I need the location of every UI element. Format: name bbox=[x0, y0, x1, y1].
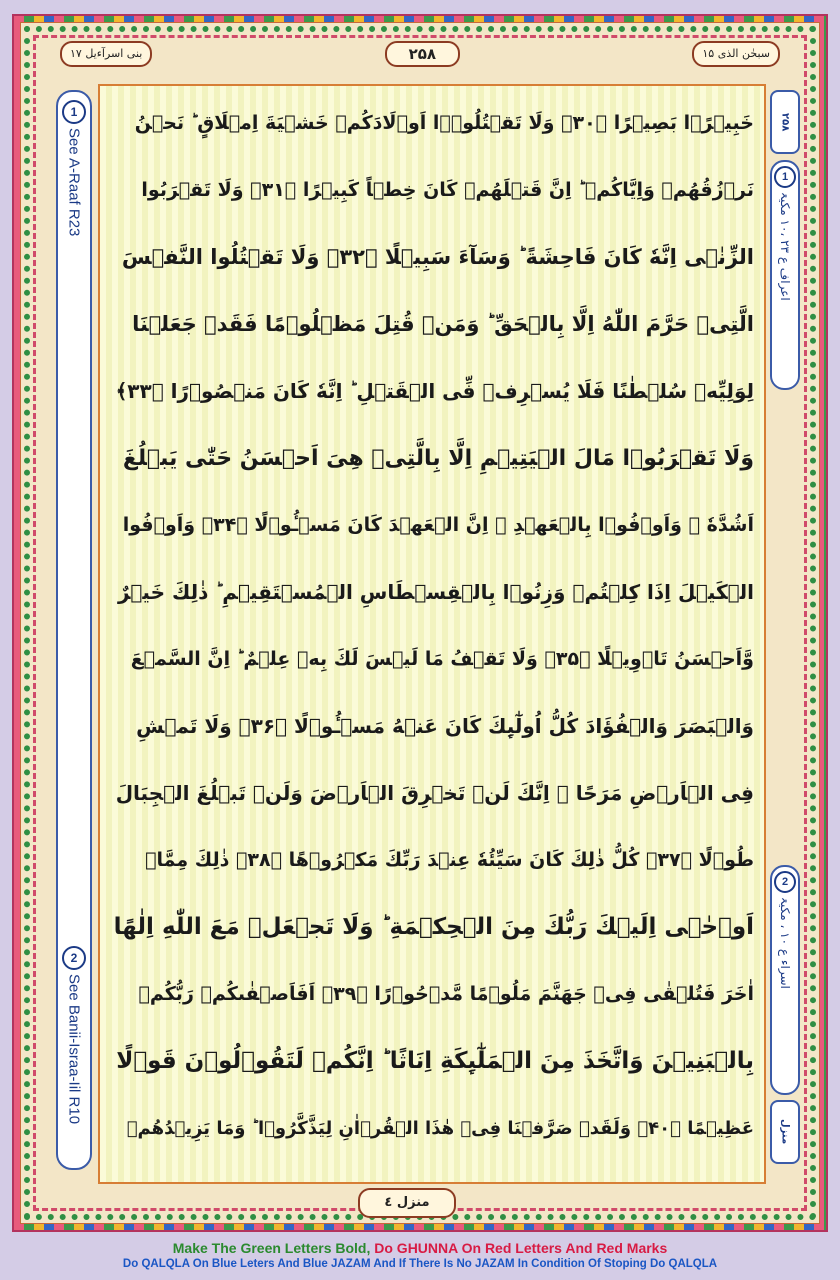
verse-line: الزِّنٰۤی اِنَّهٗ كَانَ فَاحِشَةً ؕ وَسَآءَ سَبِیۡلًا ﴿۳۲﴾ وَلَا تَقۡتُلُوا النَّفۡسَ bbox=[121, 245, 754, 269]
instruction-green-part: Make The Green Letters Bold, bbox=[172, 1240, 375, 1256]
verse-line: نَرۡزُقُهُمۡ وَاِیَّاكُمۡ ؕ اِنَّ قَتۡلَهُمۡ كَانَ خِطۡاً كَبِیۡرًا ﴿۳۱﴾ وَلَا تَقۡرَبُوا bbox=[141, 179, 754, 201]
left-note-2 bbox=[58, 946, 90, 1124]
tajweed-instruction-2: Do QALQLA On Blue Leters And Blue JAZAM And If There Is No JAZAM In Condition Of Stoping Do QALQLA bbox=[122, 1258, 718, 1270]
page-number: ۲۵۸ bbox=[385, 41, 460, 67]
right-bottom-marker: منزل bbox=[770, 1100, 800, 1164]
verse-line: فِی الۡاَرۡضِ مَرَحًا ۚ اِنَّكَ لَنۡ تَخۡرِقَ الۡاَرۡضَ وَلَنۡ تَبۡلُغَ الۡجِبَالَ bbox=[115, 781, 754, 805]
verse-text-panel bbox=[98, 84, 766, 1184]
left-note-2-text: See Banii-Israa-Iil R10 bbox=[65, 974, 83, 1125]
left-note-1-text: See A-Raaf R23 bbox=[65, 128, 83, 237]
verse-line: بِالۡبَنِیۡنَ وَاتَّخَذَ مِنَ الۡمَلٰٓىِٕكَةِ اِنَاثًا ؕ اِنَّكُمۡ لَتَقُوۡلُوۡنَ قَوۡلًا bbox=[116, 1048, 754, 1074]
right-top-marker: ۲۵۸ bbox=[770, 90, 800, 154]
left-note-1 bbox=[58, 100, 90, 236]
verse-line: خَبِیۡرًۢا بَصِیۡرًا ﴿۳۰﴾ وَلَا تَقۡتُلُوۡۤا اَوۡلَادَكُمۡ خَشۡیَةَ اِمۡلَاقٍ ؕ نَحۡنُ bbox=[134, 112, 754, 134]
right-note-2-number: 2 bbox=[774, 871, 796, 893]
right-note-2-text: اسراء ع ۱۰ ، مکیۃ bbox=[778, 897, 792, 989]
verse-line: عَظِیۡمًا ﴿۴۰﴾ وَلَقَدۡ صَرَّفۡنَا فِیۡ هٰذَا الۡقُرۡاٰنِ لِیَذَّكَّرُوۡا ؕ وَمَا یَزِیۡدُهُمۡ bbox=[126, 1117, 754, 1139]
verse-line: وَالۡبَصَرَ وَالۡفُؤَادَ كُلُّ اُولٰٓىِٕكَ كَانَ عَنۡهُ مَسۡـُٔوۡلًا ﴿۳۶﴾ وَلَا تَمۡشِ bbox=[136, 714, 754, 738]
right-note-1 bbox=[770, 160, 800, 390]
left-note-1-number: 1 bbox=[62, 100, 86, 124]
verse-line: وَّاَحۡسَنُ تَاۡوِیۡلًا ﴿۳۵﴾ وَلَا تَقۡفُ مَا لَیۡسَ لَكَ بِهٖ عِلۡمٌ ؕ اِنَّ السَّمۡعَ bbox=[130, 648, 754, 670]
right-margin bbox=[770, 90, 800, 1170]
tajweed-instruction-1 bbox=[0, 1240, 840, 1256]
left-note-2-number: 2 bbox=[62, 946, 86, 970]
verse-line: الَّتِیۡ حَرَّمَ اللّٰهُ اِلَّا بِالۡحَقِّ ؕ وَمَنۡ قُتِلَ مَظۡلُوۡمًا فَقَدۡ جَعَلۡنَا bbox=[132, 312, 754, 336]
header-right-label: سبحٰن الذی ۱۵ bbox=[692, 41, 780, 67]
left-margin-notes bbox=[56, 90, 92, 1170]
right-note-1-text: اعراف ع ۲۳ ،۱۰ مکیۃ bbox=[778, 192, 792, 301]
verse-line: اَوۡحٰۤی اِلَیۡكَ رَبُّكَ مِنَ الۡحِكۡمَةِ ؕ وَلَا تَجۡعَلۡ مَعَ اللّٰهِ اِلٰهًا bbox=[114, 914, 754, 940]
verse-line: وَلَا تَقۡرَبُوۡا مَالَ الۡیَتِیۡمِ اِلَّا بِالَّتِیۡ هِیَ اَحۡسَنُ حَتّٰی یَبۡلُغَ bbox=[122, 445, 754, 471]
right-note-2 bbox=[770, 865, 800, 1095]
verse-line: اَشُدَّهٗ ۪ وَاَوۡفُوۡا بِالۡعَهۡدِ ۚ اِنَّ الۡعَهۡدَ كَانَ مَسۡـُٔوۡلًا ﴿۳۴﴾ وَاَوۡفُوا bbox=[122, 514, 754, 536]
verse-line: اٰخَرَ فَتُلۡقٰی فِیۡ جَهَنَّمَ مَلُوۡمًا مَّدۡحُوۡرًا ﴿۳۹﴾ اَفَاَصۡفٰىكُمۡ رَبُّكُمۡ bbox=[138, 983, 754, 1005]
verse-line: لِوَلِیِّهٖ سُلۡطٰنًا فَلَا یُسۡرِفۡ فِّی الۡقَتۡلِ ؕ اِنَّهٗ كَانَ مَنۡصُوۡرًا ﴿۳۳﴾ bbox=[115, 379, 754, 403]
verse-line: الۡكَیۡلَ اِذَا كِلۡتُمۡ وَزِنُوۡا بِالۡقِسۡطَاسِ الۡمُسۡتَقِیۡمِ ؕ ذٰلِكَ خَیۡرٌ bbox=[117, 580, 754, 604]
right-note-1-number: 1 bbox=[774, 166, 796, 188]
manzil-label: منزل ٤ bbox=[358, 1188, 456, 1218]
instruction-red-part: Do GHUNNA On Red Letters And Red Marks bbox=[374, 1240, 668, 1256]
page-header bbox=[60, 40, 780, 68]
header-left-label: بنی اسرآءیل ۱۷ bbox=[60, 41, 152, 67]
verse-line: طُوۡلًا ﴿۳۷﴾ كُلُّ ذٰلِكَ كَانَ سَیِّئُهٗ عِنۡدَ رَبِّكَ مَكۡرُوۡهًا ﴿۳۸﴾ ذٰلِكَ مِمَّاۤ bbox=[145, 849, 754, 871]
